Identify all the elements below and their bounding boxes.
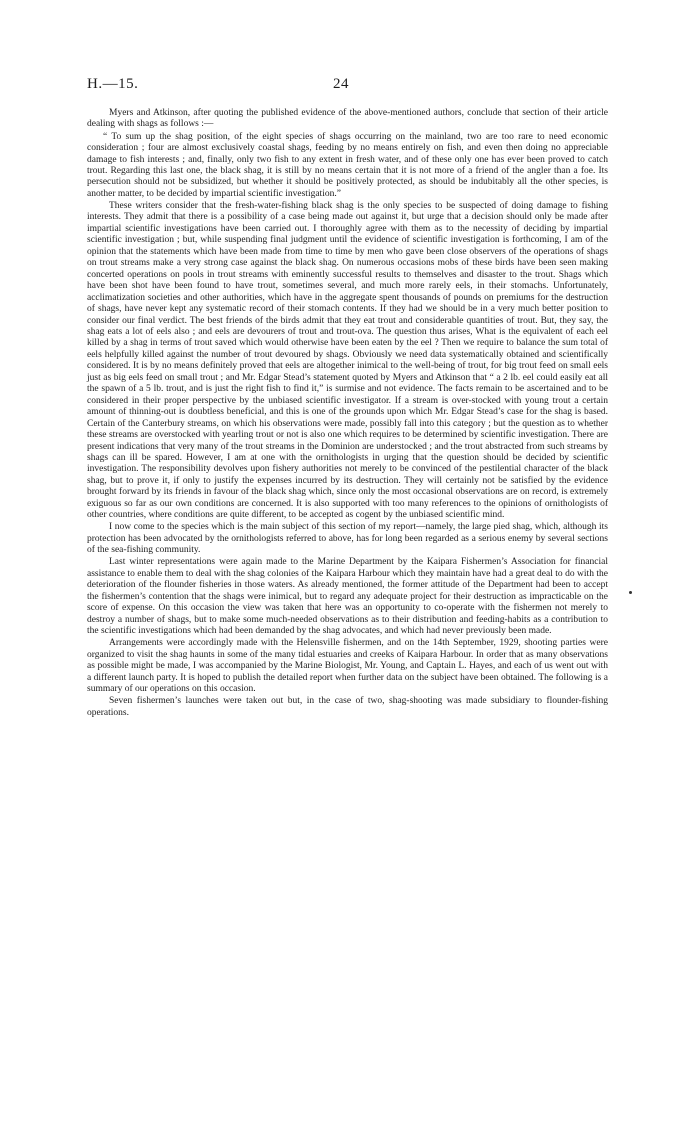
paragraph-launches: Seven fishermen’s launches were taken out but, in the case of two, shag-shooting was made subsidiary to flounder-fishing operations. xyxy=(87,696,608,718)
paragraph-black-shag: These writers consider that the fresh-water-fishing black shag is the only species to be suspected of doing damage to fishing interests. They admit that there is a possibility of a case being made out against it, but urge that a decision should only be made after impartial scientific investigations have been carried out. I thoroughly agree with them as to the necessity of deciding by impartial scientific investigation ; but, while suspending final judgment until the evidence of scientific investigation is forthcoming, I am of the opinion that the statements which have been made from time to time by men who gave been close observers of the operations of shags on trout streams make a very strong case against the black shag. On numerous occasions mobs of these birds have been seen making concerted operations on pools in trout streams with eminently successful results to themselves and disaster to the trout. Shags which have been shot have been found to have trout, sometimes several, and much more rarely eels, in their stomachs. Unfortunately, acclimatization societies and other authorities, which have in the aggregate spent thousands of pounds on premiums for the destruction of shags, have never kept any systematic record of their stomach contents. If they had we should be in a very much better position to consider our final verdict. The best friends of the birds admit that they eat trout and considerable quantities of trout. But, they say, the shag eats a lot of eels also ; and eels are devourers of trout and trout-ova. The question thus arises, What is the equivalent of each eel killed by a shag in terms of trout saved which would otherwise have been eaten by the eel ? Then we require to balance the sum total of eels helpfully killed against the number of trout devoured by shags. Obviously we need data systematically obtained and scientifically considered. It is by no means definitely proved that eels are altogether inimical to the well-being of trout, for big trout feed on small eels just as big eels feed on small trout ; and Mr. Edgar Stead’s statement quoted by Myers and Atkinson that “ a 2 lb. eel could easily eat all the spawn of a 5 lb. trout, and is just the right fish to find it,” is surmise and not evidence. The facts remain to be ascertained and to be considered in their proper perspective by the unbiased scientific investigator. If a stream is over-stocked with young trout a certain amount of thinning-out is doubtless beneficial, and this is one of the grounds upon which Mr. Edgar Stead’s case for the shag is based. Certain of the Canterbury streams, on which his observations were made, possibly fall into this category ; but the question as to whether these streams are overstocked with yearling trout or not is also one which requires to be determined by scientific investigation. There are present indications that very many of the trout streams in the Dominion are understocked ; and the trout abstracted from such streams by shags can ill be spared. However, I am at one with the ornithologists in urging that the question should be decided by scientific investigation. The responsibility devolves upon fishery authorities not merely to be convinced of the pestilential character of the black shag, but to prove it, if only to justify the expenses incurred by its destruction. They will certainly not be satisfied by the evidence brought forward by its friends in favour of the black shag which, since only the most occasional observations are on record, is extremely exiguous so far as our own conditions are concerned. It is also supported with too many references to the opinions of ornithologists of other countries, where conditions are quite different, to be accepted as cogent by the unbiased scientific mind. xyxy=(87,201,608,521)
paragraph-kaipara: Last winter representations were again made to the Marine Department by the Kaipara Fishermen’s Association for financial assistance to enable them to deal with the shag colonies of the Kaipara Harbour which they maintain have had a great deal to do with the deterioration of the flounder fisheries in those waters. As already mentioned, the former attitude of the Department had been to accept the fishermen’s contention that the shags were inimical, but to regard any adequate project for their destruction as impracticable on the score of expense. On this occasion the view was taken that here was an opportunity to co-operate with the fishermen not merely to destroy a number of shags, but to make some much-needed observations as to their distribution and feeding-habits as a contribution to the scientific investigations which had been demanded by the shag advocates, and which had never previously been made. xyxy=(87,557,608,637)
margin-mark xyxy=(629,591,632,594)
paragraph-quotation: “ To sum up the shag position, of the eight species of shags occurring on the mainland, two are too rare to need economic consideration ; four are almost exclusively coastal shags, feeding by no means entirely on fish, and even then doing no appreciable damage to fish interests ; and, finally, only two fish to any extent in fresh water, and of these only one has ever been proved to catch trout. Regarding this last one, the black shag, it is still by no means certain that it is not more of a friend of the angler than a foe. Its persecution should not be subsidized, but whether it should be positively protected, as should be indubitably all the other species, is another matter, to be decided by impartial scientific investigation.” xyxy=(87,131,608,199)
paragraph-intro: Myers and Atkinson, after quoting the published evidence of the above-mentioned authors, conclude that section of their article dealing with shags as follows :— xyxy=(87,108,608,130)
paragraph-arrangements: Arrangements were accordingly made with the Helensville fishermen, and on the 14th September, 1929, shooting parties were organized to visit the shag haunts in some of the many tidal estuaries and creeks of Kaipara Harbour. In order that as many observations as possible might be made, I was accompanied by the Marine Biologist, Mr. Young, and Captain L. Hayes, and each of us went out with a different launch party. It is hoped to publish the detailed report when further data on the subject have been obtained. The following is a summary of our operations on this occasion. xyxy=(87,638,608,695)
page-header xyxy=(87,76,608,96)
paragraph-pied-shag: I now come to the species which is the main subject of this section of my report—namely, the large pied shag, which, although its protection has been advocated by the ornithologists referred to above, has for long been regarded as a serious enemy by several sections of the sea-fishing community. xyxy=(87,522,608,556)
page-number: 24 xyxy=(333,76,349,92)
document-reference: H.—15. xyxy=(87,76,139,92)
body-text xyxy=(87,108,608,720)
